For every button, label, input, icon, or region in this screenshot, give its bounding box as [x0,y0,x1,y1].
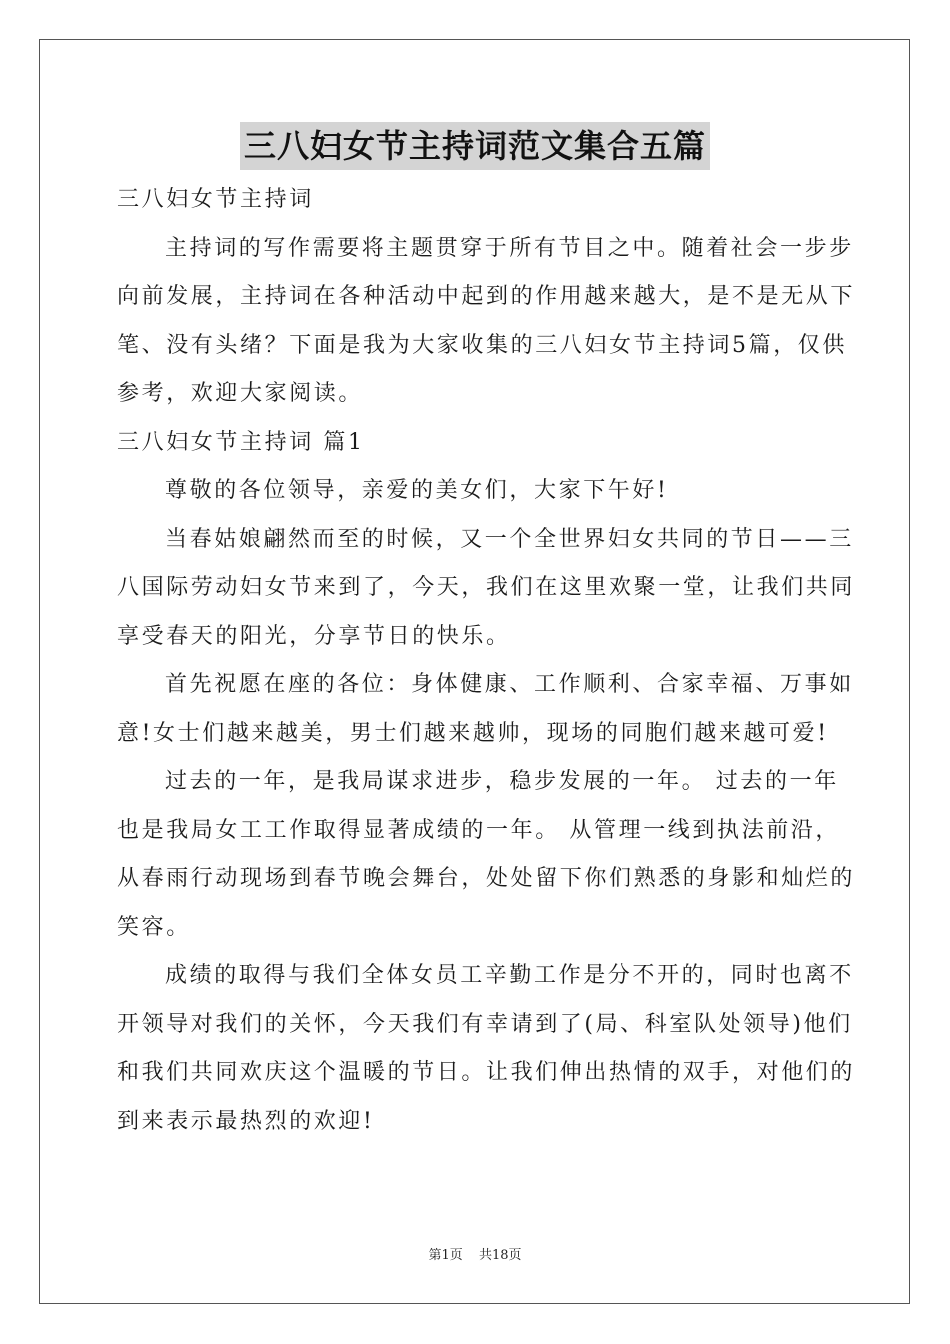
text-line: 参考，欢迎大家阅读。 [117,381,364,406]
text-line: 首先祝愿在座的各位：身体健康、工作顺利、合家幸福、万事如 [165,672,854,697]
text-line: 意!女士们越来越美，男士们越来越帅，现场的同胞们越来越可爱! [117,720,829,746]
page-total: 共18页 [478,1248,522,1263]
text-line: 尊敬的各位领导，亲爱的美女们，大家下午好! [165,478,669,503]
title-container [0,122,950,170]
text-line: 笔、没有头绪？下面是我为大家收集的三八妇女节主持词5篇，仅供 [117,332,847,358]
document-body [117,176,856,1146]
text-line: 向前发展，主持词在各种活动中起到的作用越来越大，是不是无从下 [117,284,856,309]
text-line: 享受春天的阳光，分享节日的快乐。 [117,623,511,649]
text-line: 和我们共同欢庆这个温暖的节日。让我们伸出热情的双手，对他们的 [117,1060,856,1085]
text-line: 到来表示最热烈的欢迎! [117,1108,375,1134]
text-line: 主持词的写作需要将主题贯穿于所有节目之中。随着社会一步步 [165,235,854,261]
text-line: 三八妇女节主持词 [117,187,314,212]
text-line: 当春姑娘翩然而至的时候，又一个全世界妇女共同的节日——三 [165,526,854,552]
text-line: 开领导对我们的关怀，今天我们有幸请到了(局、科室队处领导)他们 [117,1011,853,1037]
text-line: 也是我局女工工作取得显著成绩的一年。 从管理一线到执法前沿， [117,817,840,843]
page-footer [0,1244,950,1263]
text-line: 过去的一年，是我局谋求进步，稳步发展的一年。 过去的一年 [165,769,839,794]
page-number: 第1页 [428,1248,463,1263]
document-title: 三八妇女节主持词范文集合五篇 [240,122,710,170]
section-heading: 三八妇女节主持词 篇1 [117,429,365,455]
text-line: 从春雨行动现场到春节晚会舞台，处处留下你们熟悉的身影和灿烂的 [117,866,856,891]
text-line: 笑容。 [117,914,191,940]
text-line: 成绩的取得与我们全体女员工辛勤工作是分不开的，同时也离不 [165,963,854,988]
text-line: 八国际劳动妇女节来到了，今天，我们在这里欢聚一堂，让我们共同 [117,575,856,600]
